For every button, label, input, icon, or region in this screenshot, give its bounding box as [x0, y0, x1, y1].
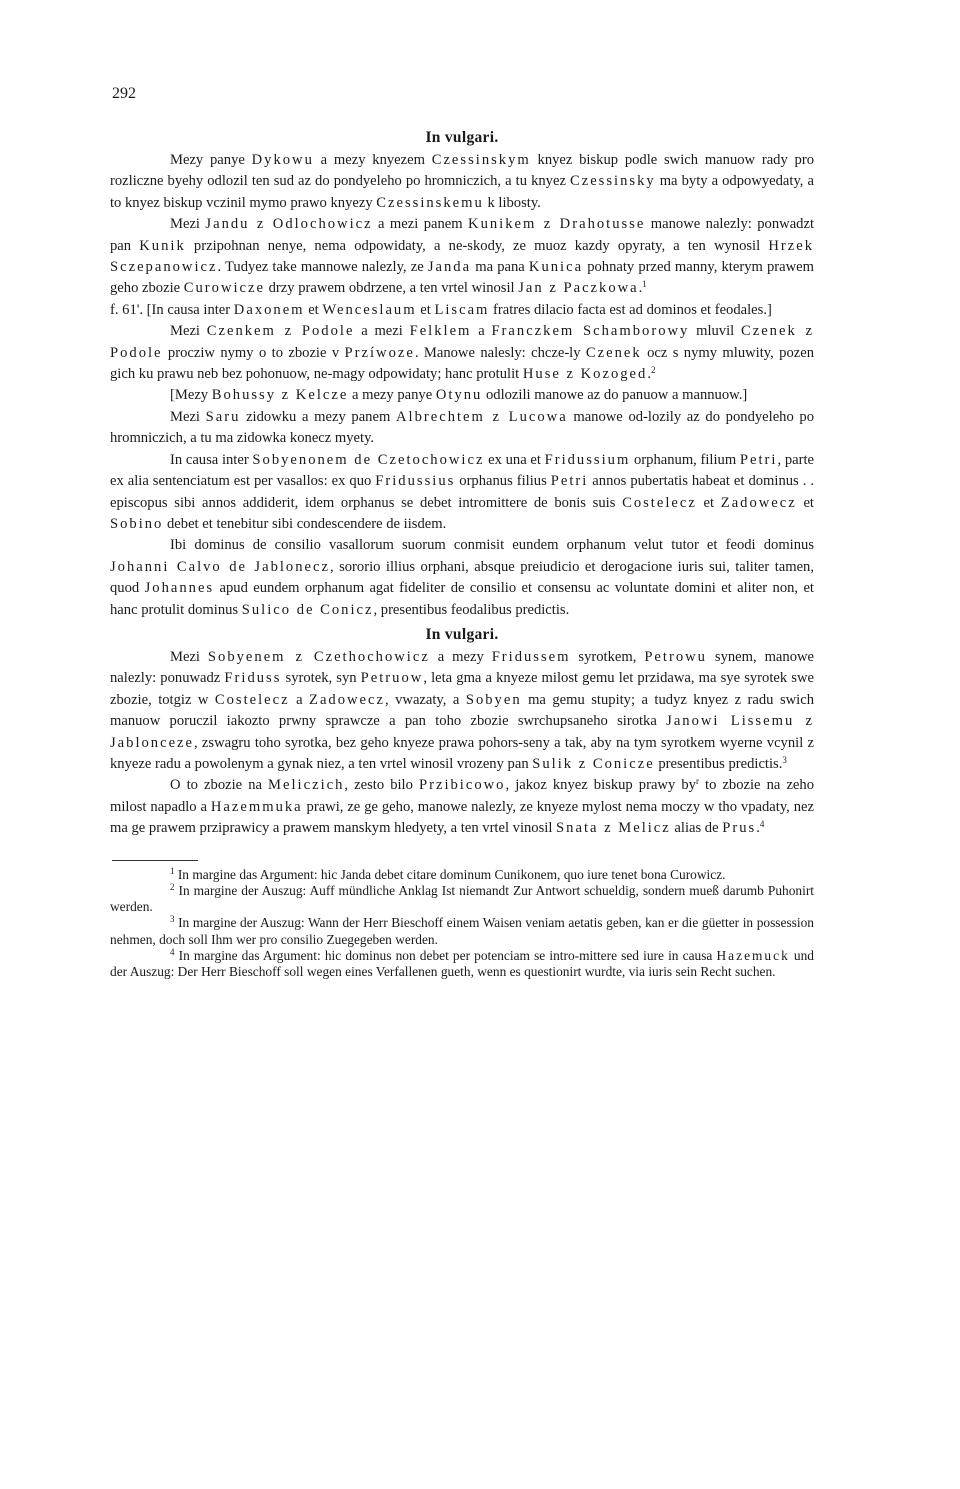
spaced-name: Janda: [427, 259, 472, 276]
footnote-divider: [112, 860, 198, 861]
footnote-marker: 2: [170, 881, 175, 892]
spaced-name: Dykowu: [251, 152, 314, 168]
spaced-name: Saru: [205, 408, 241, 425]
spaced-name: Hazemuck: [716, 948, 790, 964]
footnote-marker: 1: [170, 865, 175, 876]
spaced-name: Prus: [722, 820, 757, 837]
spaced-name: Sulik z Conicze: [532, 755, 655, 772]
spaced-name: Daxonem: [233, 301, 305, 318]
spaced-name: Przíwoze: [344, 344, 415, 361]
spaced-name: Curowicze: [183, 280, 265, 297]
spaced-name: Petri: [550, 473, 589, 490]
spaced-name: Snata z Melicz: [556, 820, 671, 837]
footnote: $^4$ In margine das Argument: hic dominus non debet per potenciam se intro-mittere sed iure in causa Hazemuck und der Auszug: Der Herr Bieschoff soll wegen eines Verfallenen gueth, wenn es questionirt wurdte, via iuris sein Recht suchen.: [110, 947, 814, 980]
spaced-name: Friduss: [224, 670, 282, 687]
spaced-name: Sobyenem z Czethochowicz: [207, 648, 430, 665]
spaced-name: Fridussem: [491, 648, 571, 665]
spaced-name: Czenkem z Podole: [206, 323, 355, 340]
spaced-name: Czessinskym: [431, 152, 531, 168]
paragraph: Ibi dominus de consilio vasallorum suorum conmisit eundem orphanum velut tutor et feodi dominus Johanni Calvo de Jablonecz, sororio illius orphani, absque preiudicio et derogacione iuris sui, taliter tamen, quod Johannes apud eundem orphanum agat fideliter de consilio et consensu ac voluntate domini et aliter non, et hanc protulit dominus Sulico de Conicz, presentibus feodalibus predictis.: [110, 537, 814, 618]
paragraph: Mezi Sobyenem z Czethochowicz a mezy Fridussem syrotkem, Petrowu synem, manowe nalezly: ponuwadz Friduss syrotek, syn Petruow, leta gma a knyeze milost gemu let przidawa, ma sye syrotek swe zbozie, totgiz w Costelecz a Zadowecz, vwazaty, a Sobyen ma gemu stupity; a tudyz knyez z radu swich manuow poruczil iakozto prwny sprawcze a pan toho zbozie swrchupsaneho sirotka Janowi Lissemu z Jablonceze, zswagru toho syrotka, bez geho knyeze prawa pohors-seny a tak, aby na tym syrotkem wyerne vcynil z knyeze radu a powolenym a gynak niez, a ten vrtel winosil vrozeny pan Sulik z Conicze presentibus predictis.$^3$: [110, 648, 815, 772]
spaced-name: Petruow: [360, 670, 424, 687]
spaced-name: Jan z Paczkowa: [518, 280, 639, 297]
spaced-name: Bohussy z Kelcze: [211, 387, 349, 404]
footnote-marker: 1: [642, 279, 647, 290]
spaced-name: Zadowecz: [720, 494, 797, 511]
document-page: [110, 84, 814, 981]
footnote-marker: r: [695, 776, 699, 787]
footnote: $^1$ In margine das Argument: hic Janda debet citare dominum Cunikonem, quo iure tenet bona Curowicz.: [170, 865, 726, 882]
footnote-marker: 2: [650, 365, 656, 376]
spaced-name: Liscam: [434, 301, 490, 318]
spaced-name: Kunica: [528, 259, 584, 276]
spaced-name: Jandu z Odlochowicz: [205, 216, 373, 233]
paragraph: O to zbozie na Meliczich, zesto bilo Przibicowo, jakoz knyez biskup prawy $by^r$ to zbozie na zeho milost napadlo a Hazemmuka prawi, ze ge geho, manowe nalezly, ze knyeze mylost nema moczy w tho vpadaty, nez ma ge prawem prziprawicy a prawem manskym hledyety, a ten vrtel vinosil Snata z Melicz alias de Prus.$^4$: [110, 776, 814, 837]
spaced-name: Kunik: [139, 237, 186, 254]
footnote-marker: 4: [759, 819, 765, 830]
spaced-name: Sobyenonem de Czetochowicz: [252, 451, 485, 468]
spaced-name: Sulico de Conicz: [241, 601, 374, 618]
spaced-name: Costelecz: [622, 494, 697, 511]
footnote-marker: 4: [170, 947, 175, 958]
spaced-name: Sobino: [110, 515, 164, 532]
paragraph: [Mezy Bohussy z Kelcze a mezy panye Otynu odlozili manowe az do panuow a mannuow.]: [170, 387, 748, 404]
spaced-name: Hrzek Sczepanowicz: [110, 237, 814, 276]
spaced-name: Johannes: [144, 580, 215, 597]
spaced-name: Przibicowo: [418, 777, 506, 794]
spaced-name: Czessinsky: [569, 173, 656, 190]
spaced-name: Fridussius: [375, 473, 456, 490]
spaced-name: Czessinskemu: [376, 194, 484, 211]
spaced-name: Huse z Kozoged: [522, 366, 648, 383]
spaced-name: Czenek z Podole: [110, 323, 814, 361]
paragraph: Mezi Czenkem z Podole a mezi Felklem a Franczkem Schamborowy mluvil Czenek z Podole procziw nymy o to zbozie v Przíwoze. Manowe nalesly: chcze-ly Czenek ocz s nymy mluwity, pozen gich ku prawu neb bez pohonuow, ne-magy odpowidaty; hanc protulit Huse z Kozoged.$^2$: [110, 323, 814, 383]
spaced-name: Janowi Lissemu z Jablonceze: [110, 713, 815, 751]
paragraph: In causa inter Sobyenonem de Czetochowicz ex una et Fridussium orphanum, filium Petri, parte ex alia sentenciatum est per vasallos: ex quo Fridussius orphanus filius Petri annos pubertatis habeat et dominus . . episcopus sibi annos addiderit, idem orphanus se debet intromittere de bonis suis Costelecz et Zadowecz et Sobino debet et tenebitur sibi condescendere de iisdem.: [110, 451, 814, 532]
spaced-name: Felklem: [409, 323, 472, 340]
paragraph: Mezi Saru zidowku a mezy panem Albrechtem z Lucowa manowe od-lozily az do pondyeleho po hromniczich, a tu ma zidowka konecz myety.: [110, 408, 815, 447]
footnote: $^3$ In margine der Auszug: Wann der Herr Bieschoff einem Waisen veniam aetatis geben, kan er die güetter in possession nehmen, doch soll Ihm wer pro consilio Zuegegeben werden.: [110, 914, 814, 947]
spaced-name: Czenek: [585, 344, 642, 361]
section-heading: In vulgari.: [425, 625, 499, 643]
spaced-name: Petrowu: [644, 648, 707, 665]
spaced-name: Franczkem Schamborowy: [491, 323, 690, 340]
spaced-name: Fridussium: [544, 451, 631, 468]
spaced-name: Costelecz: [214, 691, 290, 708]
spaced-name: Sobyen: [465, 691, 522, 708]
footnote: $^2$ In margine der Auszug: Auff mündliche Anklag Ist niemandt Zur Antwort schueldig, sondern mueß darumb Puhonirt werden.: [110, 881, 814, 915]
spaced-name: Otynu: [435, 387, 483, 404]
paragraph: f. 61'. [In causa inter Daxonem et Wenceslaum et Liscam fratres dilacio facta est ad dominos et feodales.]: [110, 301, 772, 318]
page-number: 292: [112, 85, 136, 102]
section-heading: In vulgari.: [425, 129, 499, 146]
spaced-name: Meliczich: [268, 777, 345, 794]
paragraph: Mezy panye Dykowu a mezy knyezem Czessinskym knyez biskup podle swich manuow rady pro rozliczne byehy odlozil ten sud az do pondyeleho po hromniczich, a tu knyez Czessinsky ma byty a odpowyedaty, a to knyez biskup vczinil mymo prawo knyezy Czessinskemu k libosty.: [110, 152, 814, 211]
spaced-name: Albrechtem z Lucowa: [395, 408, 568, 425]
paragraph: Mezi Jandu z Odlochowicz a mezi panem Kunikem z Drahotusse manowe nalezly: ponwadzt pan Kunik przipohnan nenye, nema odpowidaty, a ne-skody, ze muoz kazdy opyraty, a ten wynosil Hrzek Sczepanowicz. Tudyez take mannowe nalezly, ze Janda ma pana Kunica pohnaty przed manny, kterym prawem geho zbozie Curowicze drzy prawem obdrzene, a ten vrtel winosil Jan z Paczkowa.$^1$: [110, 216, 814, 297]
footnote-marker: 3: [782, 754, 787, 765]
spaced-name: Johanni Calvo de Jablonecz: [110, 558, 330, 575]
spaced-name: Kunikem z Drahotusse: [468, 216, 646, 233]
footnote-marker: 3: [170, 914, 175, 925]
spaced-name: Zadowecz: [309, 691, 385, 708]
spaced-name: Wenceslaum: [322, 301, 417, 318]
spaced-name: Hazemmuka: [210, 798, 303, 815]
spaced-name: Petri: [739, 451, 778, 468]
